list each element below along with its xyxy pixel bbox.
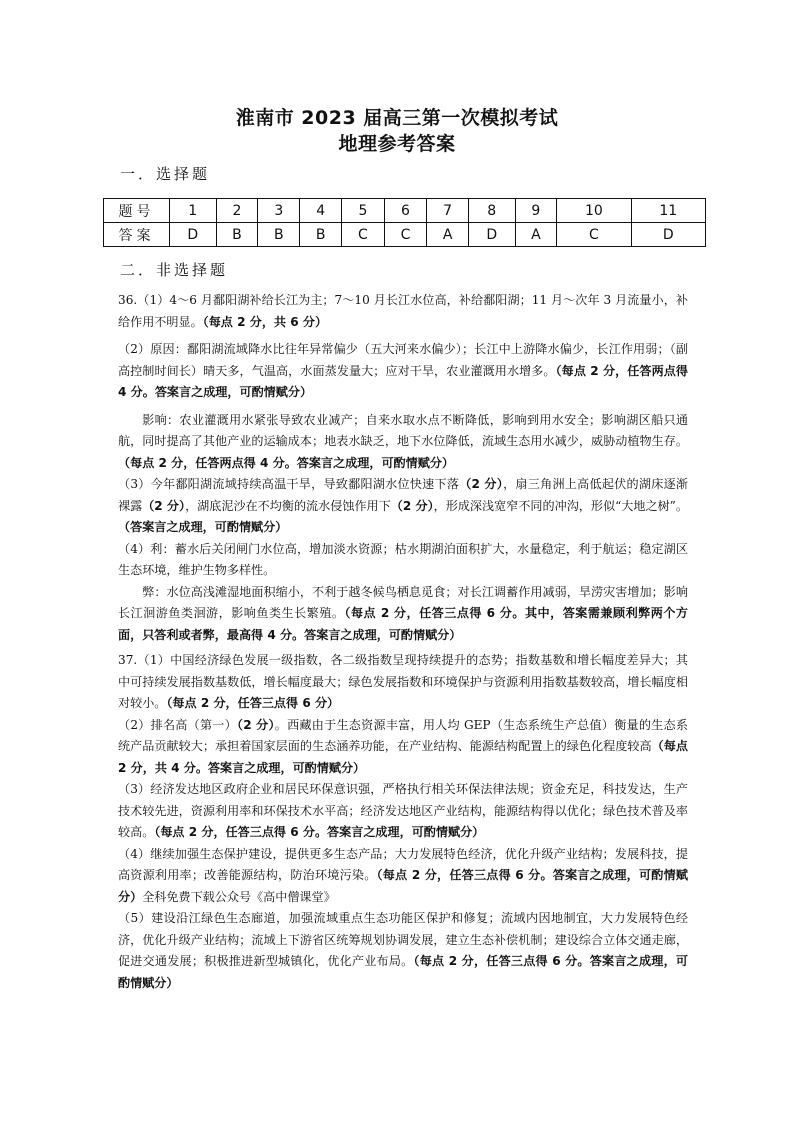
question-36-answer xyxy=(118,290,688,646)
question-number: 1 xyxy=(170,199,217,223)
q36-part4-pros: （4）利：蓄水后关闭闸门水位高，增加淡水资源；枯水期湖泊面积扩大，水量稳定，利于航运；稳定湖区生态环境，维护生物多样性。 xyxy=(118,541,688,577)
answer-cell: C xyxy=(342,223,385,247)
table-row-numbers xyxy=(104,199,706,223)
answer-cell: A xyxy=(515,223,557,247)
question-number: 2 xyxy=(216,199,258,223)
question-number: 3 xyxy=(258,199,300,223)
page-title: 淮南市 2023 届高三第一次模拟考试 xyxy=(235,107,559,129)
question-number: 9 xyxy=(515,199,557,223)
row-label-number: 题号 xyxy=(104,199,170,223)
row-label-answer: 答案 xyxy=(104,223,170,247)
question-number: 6 xyxy=(384,199,427,223)
answer-cell: C xyxy=(557,223,631,247)
answer-cell: D xyxy=(469,223,516,247)
question-number: 10 xyxy=(557,199,631,223)
q36-part1: 36.（1）4～6 月鄱阳湖补给长江为主；7～10 月长江水位高，补给鄱阳湖；11 月～次年 3 月流量小，补给作用不明显。（每点 2 分，共 6 分） xyxy=(118,293,688,329)
q37-part1: 37.（1）中国经济绿色发展一级指数，各二级指数呈现持续提升的态势；指数基数和增长幅度差异大；其中可持续发展指数基数低，增长幅度最大；绿色发展指数和环境保护与资源利用指数基数较高，增长幅度相对较小。（每点 2 分，任答三点得 6 分） xyxy=(118,653,688,710)
question-37-answer xyxy=(118,650,688,994)
table-row-answers xyxy=(104,223,706,247)
q37-part4: （4）继续加强生态保护建设，提供更多生态产品；大力发展特色经济，优化升级产业结构；发展科技，提高资源利用率；改善能源结构，防治环境污染。（每点 2 分，任答三点得 6 分。答案言之成理，可酌情赋分）全科免费下载公众号《高中僧课堂》 xyxy=(118,846,688,904)
q37-part2: （2）排名高（第一）（2 分）。西藏由于生态资源丰富，用人均 GEP（生态系统生产总值）衡量的生态系统产品贡献较大；承担着国家层面的生态涵养功能，在产业结构、能源结构配置上的绿色化程度较高（每点 2 分，共 4 分。答案言之成理，可酌情赋分） xyxy=(118,717,688,775)
section-heading-choice: 一．选择题 xyxy=(120,165,211,183)
question-number: 4 xyxy=(300,199,342,223)
page-subtitle: 地理参考答案 xyxy=(338,133,456,155)
question-number: 7 xyxy=(427,199,469,223)
answer-cell: D xyxy=(170,223,217,247)
q36-part2-impact: 影响：农业灌溉用水紧张导致农业减产；自来水取水点不断降低，影响到用水安全；影响湖区船只通航，同时提高了其他产业的运输成本；地表水缺乏，地下水位降低，流域生态用水减少，威胁动植物生存。（每点 2 分，任答两点得 4 分。答案言之成理，可酌情赋分） xyxy=(118,412,688,470)
q37-part5: （5）建设沿江绿色生态廊道，加强流域重点生态功能区保护和修复；流域内因地制宜，大力发展特色经济，优化升级产业结构；流域上下游省区统筹规划协调发展，建立生态补偿机制；建设综合立体交通走廊，促进交通发展；积极推进新型城镇化，优化产业布局。（每点 2 分，任答三点得 6 分。答案言之成理，可酌情赋分） xyxy=(118,911,688,990)
answer-cell: B xyxy=(216,223,258,247)
answer-table xyxy=(103,198,706,247)
question-number: 5 xyxy=(342,199,385,223)
q36-part3: （3）今年鄱阳湖流域持续高温干旱，导致鄱阳湖水位快速下落（2 分），扇三角洲上高低起伏的湖床逐渐裸露（2 分），湖底泥沙在不均衡的流水侵蚀作用下（2 分），形成深浅宽窄不同的冲沟，形似“大地之树”。（答案言之成理，可酌情赋分） xyxy=(118,477,688,534)
q36-part2: （2）原因：鄱阳湖流域降水比往年异常偏少（五大河来水偏少）；长江中上游降水偏少，长江作用弱；（副高控制时间长）晴天多，气温高，水面蒸发量大；应对干旱，农业灌溉用水增多。（每点 2 分，任答两点得 4 分。答案言之成理，可酌情赋分） xyxy=(118,342,688,399)
question-number: 8 xyxy=(469,199,516,223)
q37-part3: （3）经济发达地区政府企业和居民环保意识强，严格执行相关环保法律法规；资金充足，科技发达，生产技术较先进，资源利用率和环保技术水平高；经济发达地区产业结构，能源结构得以优化；绿色技术普及率较高。（每点 2 分，任答三点得 6 分。答案言之成理，可酌情赋分） xyxy=(118,782,688,839)
answer-cell: A xyxy=(427,223,469,247)
question-number: 11 xyxy=(631,199,705,223)
section-heading-nonchoice: 二．非选择题 xyxy=(120,261,229,279)
answer-cell: B xyxy=(300,223,342,247)
answer-cell: C xyxy=(384,223,427,247)
q36-part4-cons: 弊：水位高浅滩湿地面积缩小，不利于越冬候鸟栖息觅食；对长江调蓄作用减弱，旱涝灾害增加；影响长江洄游鱼类洄游，影响鱼类生长繁殖。（每点 2 分，任答三点得 6 分。其中，答案需兼顾利弊两个方面，只答利或者弊，最高得 4 分。答案言之成理，可酌情赋分） xyxy=(118,584,688,642)
answer-cell: B xyxy=(258,223,300,247)
answer-cell: D xyxy=(631,223,705,247)
